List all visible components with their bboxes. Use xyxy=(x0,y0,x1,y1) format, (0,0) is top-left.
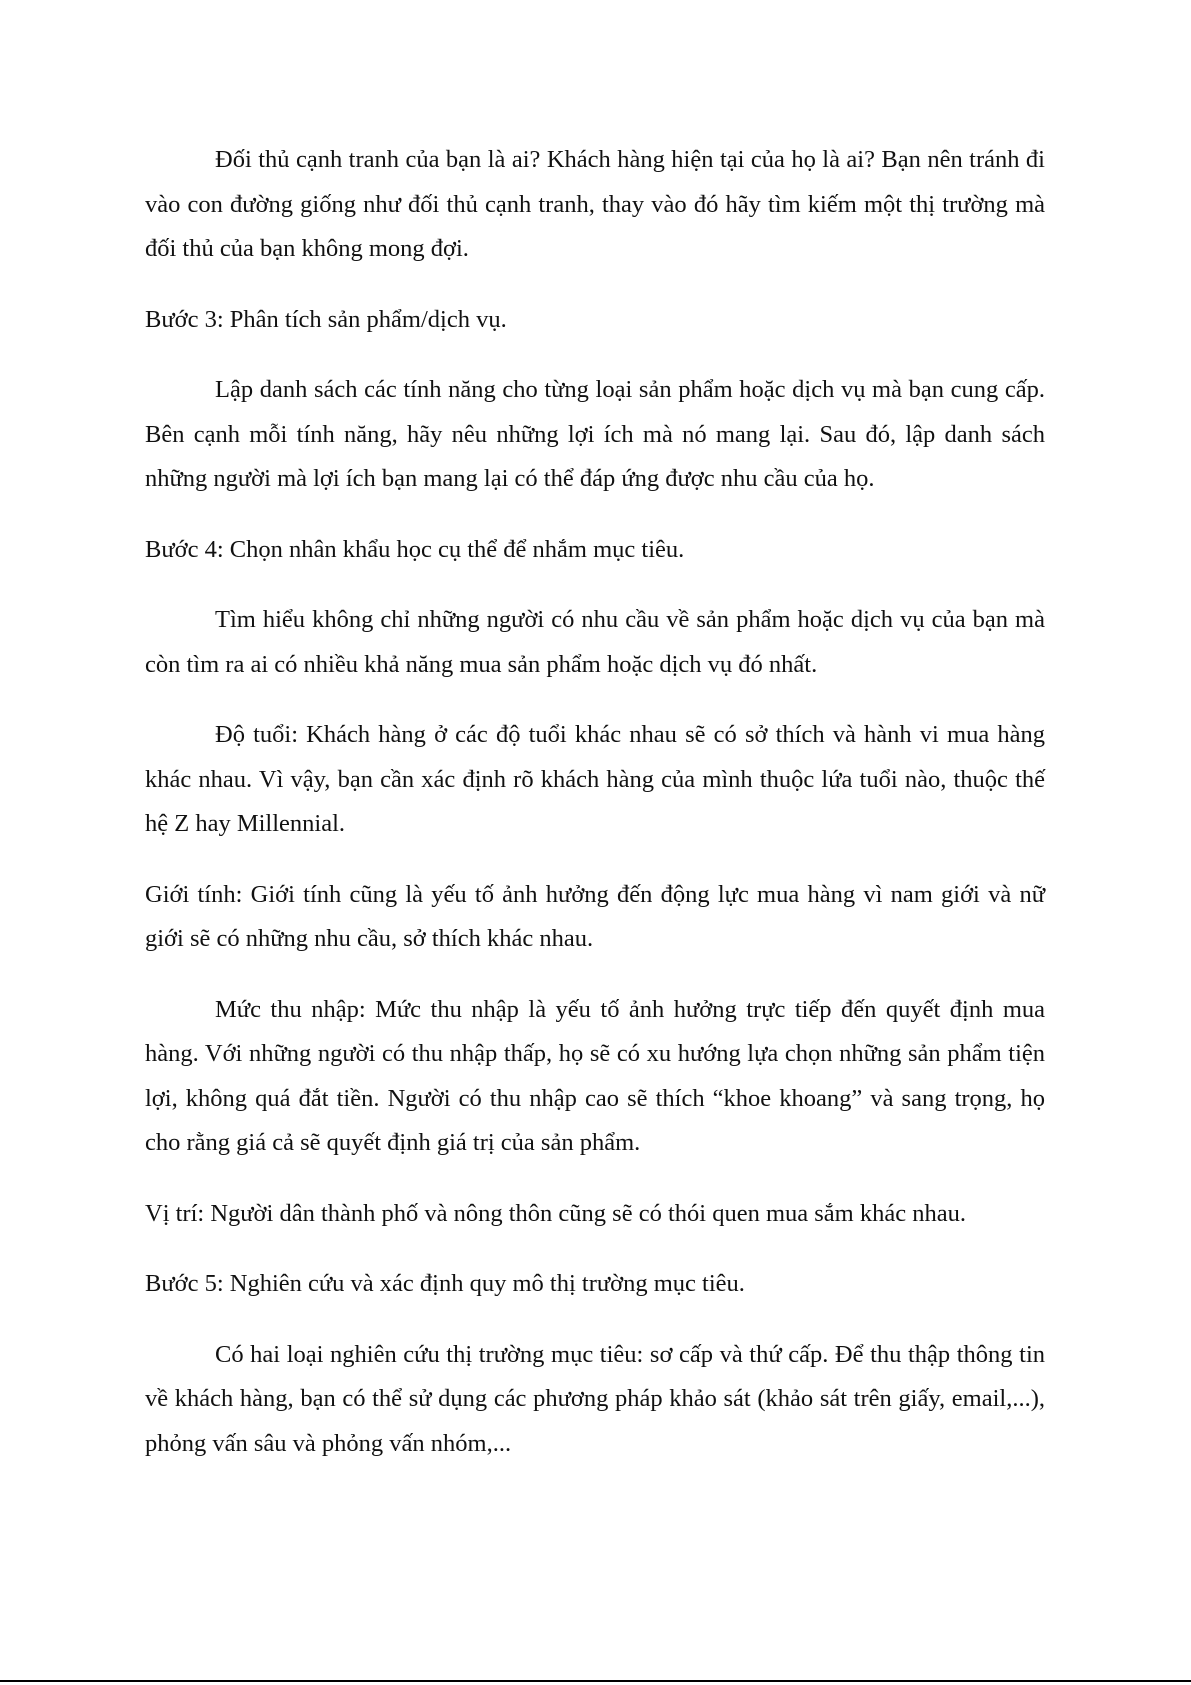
paragraph-age: Độ tuổi: Khách hàng ở các độ tuổi khác nhau sẽ có sở thích và hành vi mua hàng khác nhau. Vì vậy, bạn cần xác định rõ khách hàng của mình thuộc lứa tuổi nào, thuộc thế hệ Z hay Millennial. xyxy=(145,721,1045,837)
page-bottom-border xyxy=(0,1680,1191,1682)
paragraph-income: Mức thu nhập: Mức thu nhập là yếu tố ảnh hưởng trực tiếp đến quyết định mua hàng. Với những người có thu nhập thấp, họ sẽ có xu hướng lựa chọn những sản phẩm tiện lợi, không quá đắt tiền. Người có thu nhập cao sẽ thích “khoe khoang” và sang trọng, họ cho rằng giá cả sẽ quyết định giá trị của sản phẩm. xyxy=(145,995,1045,1156)
paragraph-location: Vị trí: Người dân thành phố và nông thôn cũng sẽ có thói quen mua sắm khác nhau. xyxy=(145,1199,966,1227)
paragraph-gap xyxy=(145,272,1045,298)
paragraph-gap xyxy=(145,1307,1045,1333)
paragraph-gap xyxy=(145,502,1045,528)
paragraph-research-types: Có hai loại nghiên cứu thị trường mục tiêu: sơ cấp và thứ cấp. Để thu thập thông tin về khách hàng, bạn có thể sử dụng các phương pháp khảo sát (khảo sát trên giấy, email,...), phỏng vấn sâu và phỏng vấn nhóm,... xyxy=(145,1340,1045,1457)
heading-step-4: Bước 4: Chọn nhân khẩu học cụ thể để nhắm mục tiêu. xyxy=(145,535,685,563)
paragraph-demographics-intro: Tìm hiểu không chỉ những người có nhu cầu về sản phẩm hoặc dịch vụ của bạn mà còn tìm ra ai có nhiều khả năng mua sản phẩm hoặc dịch vụ đó nhất. xyxy=(145,606,1045,678)
paragraph-competitors: Đối thủ cạnh tranh của bạn là ai? Khách hàng hiện tại của họ là ai? Bạn nên tránh đi vào con đường giống như đối thủ cạnh tranh, thay vào đó hãy tìm kiếm một thị trường mà đối thủ của bạn không mong đợi. xyxy=(145,146,1045,262)
paragraph-gap xyxy=(145,847,1045,873)
heading-step-5: Bước 5: Nghiên cứu và xác định quy mô thị trường mục tiêu. xyxy=(145,1270,745,1297)
paragraph-feature-list: Lập danh sách các tính năng cho từng loại sản phẩm hoặc dịch vụ mà bạn cung cấp. Bên cạnh mỗi tính năng, hãy nêu những lợi ích mà nó mang lại. Sau đó, lập danh sách những người mà lợi ích bạn mang lại có thể đáp ứng được nhu cầu của họ. xyxy=(145,376,1045,492)
heading-step-3: Bước 3: Phân tích sản phẩm/dịch vụ. xyxy=(145,305,507,333)
paragraph-gap xyxy=(145,1236,1045,1262)
document-page xyxy=(145,138,1045,1466)
paragraph-gap xyxy=(145,572,1045,598)
paragraph-gender: Giới tính: Giới tính cũng là yếu tố ảnh hưởng đến động lực mua hàng vì nam giới và nữ giới sẽ có những nhu cầu, sở thích khác nhau. xyxy=(145,880,1045,952)
paragraph-gap xyxy=(145,962,1045,988)
paragraph-gap xyxy=(145,342,1045,368)
paragraph-gap xyxy=(145,1166,1045,1192)
paragraph-gap xyxy=(145,687,1045,713)
